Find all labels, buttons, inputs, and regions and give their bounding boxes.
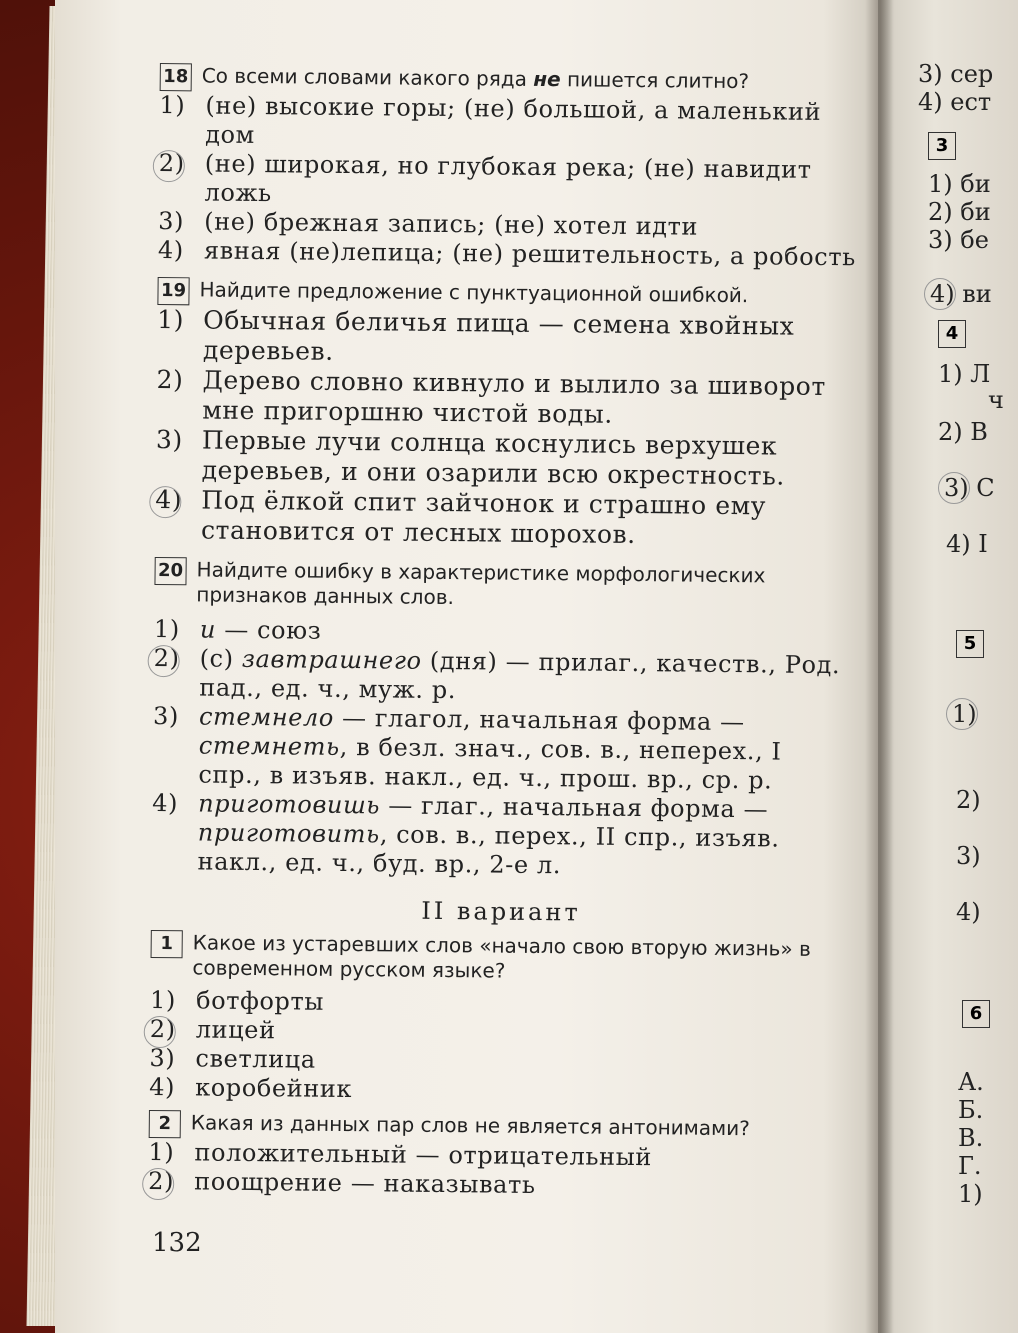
question-20-header [154, 557, 854, 614]
right-page-text: Г. [958, 1152, 982, 1180]
answer-option: 1) положительный — отрицательный [148, 1137, 653, 1172]
question-prompt: Какое из устаревших слов «начало свою вторую жизнь» в современном русском языке? [192, 930, 811, 983]
answer-option: 3) (не) брежная запись; (не) хотел идти [158, 206, 699, 241]
answer-option: 3) Первые лучи солнца коснулись верхушек деревьев, и они озарили всю окрестность. [155, 424, 786, 491]
right-page-text: В. [958, 1124, 984, 1152]
question-number-box: 1 [151, 930, 183, 958]
question-prompt: Найдите предложение с пунктуационной ошибкой. [199, 277, 749, 308]
pencil-circle-mark: 2) [148, 1167, 194, 1196]
right-question-box: 3 [928, 132, 956, 160]
left-page-content [148, 55, 860, 1203]
answer-option: 1) ботфорты [149, 985, 325, 1016]
right-page-text: ч [988, 386, 1004, 414]
answer-option: 4) приготовишь — глаг., начальная форма — приготовить, сов. в., перех., II спр., изъяв. накл., ед. ч., буд. вр., 2-е л. [152, 788, 780, 880]
question-prompt: Со всеми словами какого ряда не пишется слитно? [201, 63, 750, 94]
answer-option: 4) коробейник [149, 1072, 353, 1104]
answer-option-selected: 4) Под ёлкой спит зайчонок и страшно ему становится от лесных шорохов. [155, 484, 767, 550]
right-page-text: 3) С [944, 474, 995, 502]
right-page-text: 4) [956, 898, 981, 926]
right-page-text: 2) [956, 786, 981, 814]
answer-option-selected: 2) лицей [149, 1014, 276, 1045]
pencil-circle-mark: 2) [150, 1015, 196, 1044]
question-number-box: 18 [160, 63, 192, 91]
answer-option: 2) Дерево словно кивнуло и вылило за шиворот мне пригоршню чистой воды. [156, 364, 826, 429]
right-page-text: 3) бе [928, 226, 989, 254]
right-page-text: 4) I [946, 530, 988, 558]
answer-option-selected: 2) поощрение — наказывать [148, 1166, 536, 1199]
answer-option: 4) явная (не)лепица; (не) решительность, а робость [157, 235, 856, 272]
right-page-text: 3) [956, 842, 981, 870]
right-page-text: Б. [958, 1096, 984, 1124]
right-page-text: А. [958, 1068, 984, 1096]
question-prompt: Какая из данных пар слов не является антонимами? [190, 1110, 750, 1141]
answer-option-selected: 2) (с) завтрашнего (дня) — прилаг., качеств., Род. пад., ед. ч., муж. р. [153, 643, 841, 705]
pencil-circle-mark: 4) [155, 485, 202, 545]
variant-title: II вариант [421, 896, 581, 927]
right-page-text: 4) ви [930, 280, 992, 308]
answer-option-selected: 2) (не) широкая, но глубокая река; (не) навидит ложь [158, 148, 812, 208]
v2-question-1-header [150, 930, 850, 987]
question-number-box: 2 [149, 1110, 181, 1138]
answer-option: 3) светлица [149, 1043, 316, 1074]
right-page-text: 4) ест [918, 88, 992, 116]
answer-option: 3) стемнело — глагол, начальная форма — стемнеть, в безл. знач., сов. в., неперех., I спр., в изъяв. накл., ед. ч., прош. вр., ср. р. [152, 701, 782, 795]
right-page-text: 1) Л [938, 360, 991, 388]
answer-option: 1) Обычная беличья пища — семена хвойных деревьев. [157, 304, 795, 366]
question-number-box: 20 [154, 557, 186, 585]
right-page-text: 2) В [938, 418, 988, 446]
right-question-box: 4 [938, 320, 966, 348]
page-number: 132 [152, 1228, 202, 1258]
answer-option: 1) (не) высокие горы; (не) большой, а маленький дом [159, 90, 822, 149]
pencil-circle-mark: 2) [153, 644, 200, 702]
book-gutter [865, 0, 893, 1333]
right-question-box: 6 [962, 1000, 990, 1028]
right-question-box: 5 [956, 630, 984, 658]
right-page-text: 2) би [928, 198, 991, 226]
question-number-box: 19 [157, 277, 189, 305]
question-prompt: Найдите ошибку в характеристике морфологических признаков данных слов. [196, 557, 766, 610]
answer-option: 1) и — союз [153, 614, 322, 645]
right-page-text: 1) [958, 1180, 983, 1208]
right-page-text: 1) [952, 700, 977, 728]
right-page-text: 3) сер [918, 60, 994, 88]
right-page-text: 1) би [928, 170, 991, 198]
pencil-circle-mark: 2) [158, 149, 205, 207]
